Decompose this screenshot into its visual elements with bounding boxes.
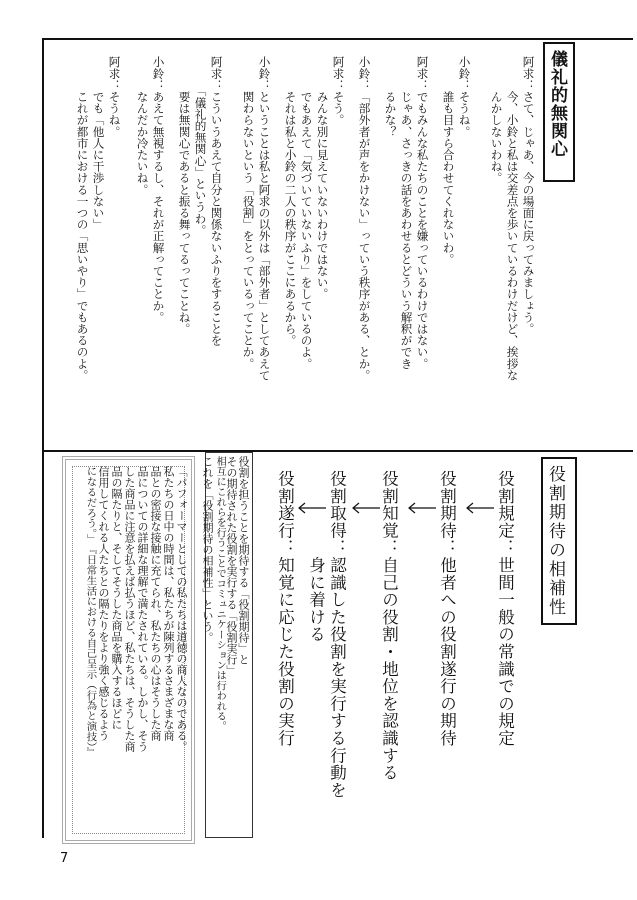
- quote-line: 「パフォーマーとしての私たちは道徳の商人なのである。: [175, 466, 188, 752]
- lower-title-box: [541, 457, 577, 625]
- dialogue-line: でも「他人に干渉しない」: [91, 56, 106, 230]
- upper-title-box: [543, 42, 575, 182]
- dialogue-line: 小鈴：そうね。: [457, 56, 472, 138]
- dialogue-line: んかしないわね。: [489, 56, 504, 184]
- role-line: 役割期待：他者への役割遂行の期待: [437, 470, 457, 747]
- quote-line: 品の隔たりと、そしてそうした商品を購入するほどに: [110, 466, 123, 730]
- dialogue-line: るかな？: [383, 56, 398, 138]
- note-line: 役割を担うことを期待する「役割期待」と: [237, 456, 250, 665]
- quote-line: 品についての詳細な理解で満たされている。しかし、そう: [136, 466, 149, 752]
- dialogue-line: じゃあ、さっきの話をあわせるとどういう解釈ができ: [399, 56, 414, 370]
- dialogue-line: 誰も目すら合わせてくれないわ。: [441, 56, 456, 265]
- lower-title: 役割期待の相補性: [545, 465, 565, 617]
- role-line: 役割知覚：自己の役割・地位を認識する: [379, 470, 399, 782]
- dialogue-line: 阿求：さて、じゃあ、今の場面に戻ってみましょう。: [521, 56, 536, 335]
- dialogue-line: これが都市における一つの「思いやり」でもあるのよ。: [75, 56, 90, 381]
- role-line: 身に着ける: [306, 470, 326, 643]
- dialogue-line: 阿求：でもみんな私たちのことを嫌っているわけではない。: [415, 56, 430, 370]
- dialogue-line: みんな別に見えていないわけではない。: [315, 56, 330, 300]
- role-line: 役割遂行：知覚に応じた役割の実行: [275, 470, 295, 747]
- note-line: これを「役割期待の相補性」という。: [201, 456, 214, 643]
- arrow-left-icon: [406, 501, 438, 515]
- dialogue-line: それは私と小鈴の二人の秩序がここにあるから。: [283, 56, 298, 346]
- dialogue-line: 阿求：そうね。: [107, 56, 122, 138]
- dialogue-line: 今、小鈴と私は交差点を歩いているわけだけど、挨拶な: [505, 56, 520, 381]
- dialogue-line: 関わらないという「役割」をとっているってことか。: [241, 56, 256, 370]
- dialogue-line: 小鈴：あえて無視するし、それが正解ってことか。: [151, 56, 166, 323]
- note-line: その期待された役割を実行する「役割実行」: [225, 456, 238, 676]
- quote-line: 私たちの日中の時間は、私たちが陳列するさまざまな商: [162, 466, 175, 741]
- dialogue-line: 要は無関心であると振る舞ってるってことね。: [177, 56, 192, 335]
- dialogue-line: 小鈴：ということは私と阿求の以外は「部外者」としてあえて: [257, 56, 272, 381]
- section-divider: [44, 450, 633, 452]
- role-line: 役割規定：世間一般の常識での規定: [495, 470, 515, 747]
- arrow-left-icon: [296, 501, 328, 515]
- page-number: 7: [60, 851, 69, 866]
- dialogue-line: なんだか冷たいね。: [135, 56, 150, 196]
- quote-line: した商品に注意を払えば払うほど、私たちは、そうした商: [123, 466, 136, 752]
- quote-line: 信用してくれる人たちとの隔たりをより強く感じるよう: [97, 466, 110, 741]
- dialogue-line: 「儀礼的無関心」というわ。: [193, 56, 208, 236]
- note-line: 相互にこれらを行うことでコミュニケーションは行われる。: [214, 456, 226, 732]
- quote-line: になるだろう。」 『日常生活における自己呈示（行為と演技）』: [84, 466, 97, 758]
- dialogue-line: でもあえて「気づいていないふり」をしているのよ。: [299, 56, 314, 370]
- dialogue-line: 阿求：こういうあえて自分と関係ないふりをすることを: [209, 56, 224, 346]
- quote-line: 品との密接な接触に充てられ、私たちの心はそうした商: [149, 466, 162, 741]
- arrow-left-icon: [464, 501, 496, 515]
- upper-title: 儀礼的無関心: [547, 50, 567, 158]
- role-line: 役割取得：認識した役割を実行する行動を: [327, 470, 347, 799]
- dialogue-line: 小鈴：「部外者が声をかけない」っていう秩序がある、とか。: [357, 56, 372, 381]
- arrow-left-icon: [350, 501, 382, 515]
- dialogue-line: 阿求：そう。: [331, 56, 346, 126]
